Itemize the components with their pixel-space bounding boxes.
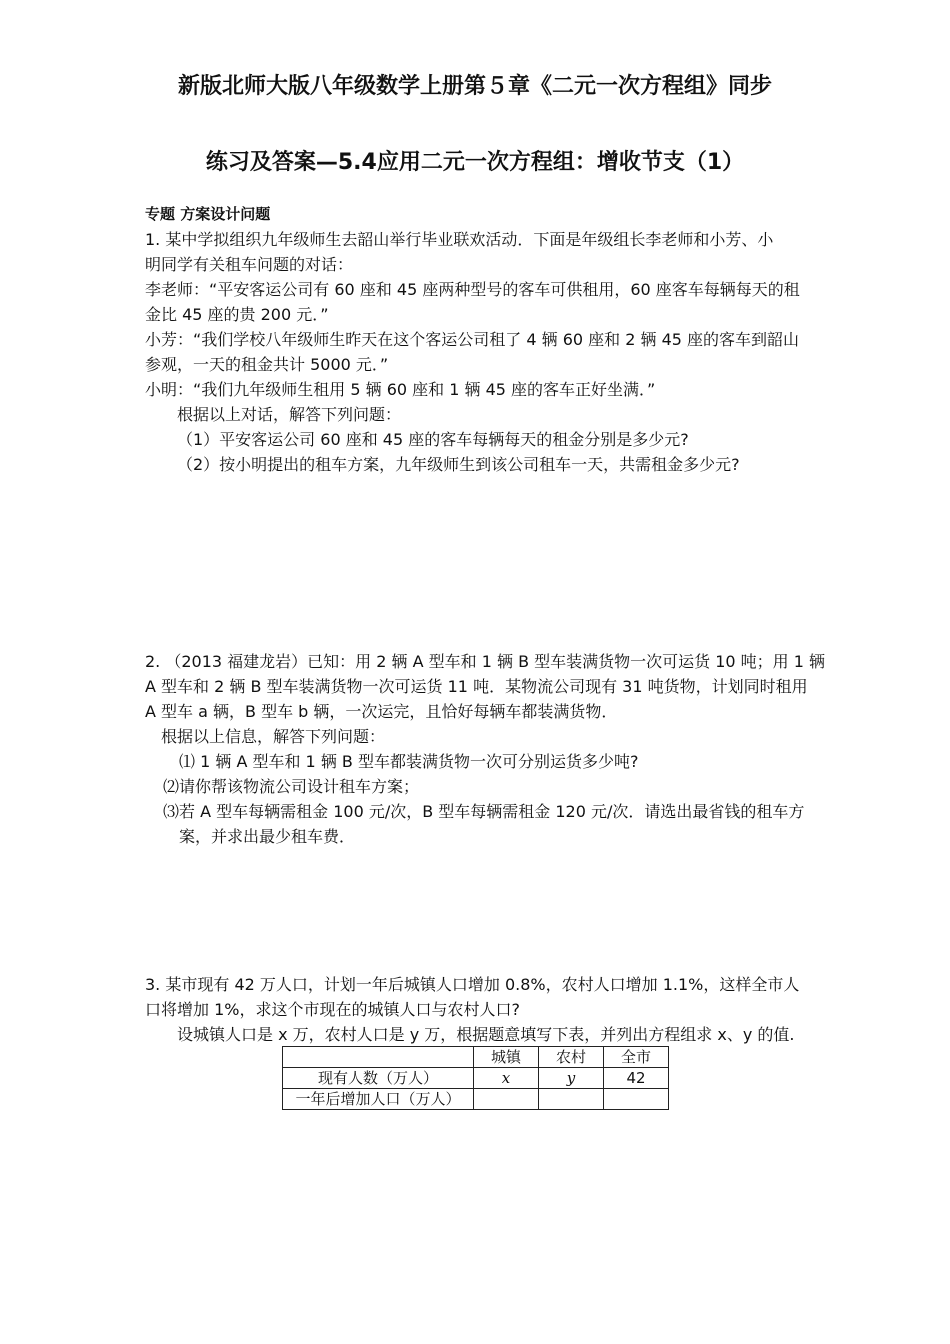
q2-line: 2. （2013 福建龙岩）已知：用 2 辆 A 型车和 1 辆 B 型车装满货物一次可运货 10 吨；用 1 辆 <box>145 652 826 671</box>
q1-subquestion-1: （1）平安客运公司 60 座和 45 座的客车每辆每天的租金分别是多少元? <box>177 430 689 449</box>
q1-intro: 根据以上对话，解答下列问题： <box>177 405 402 424</box>
table-cell <box>539 1089 604 1110</box>
table-header-cell: 城镇 <box>474 1047 539 1068</box>
q1-subquestion-2: （2）按小明提出的租车方案，九年级师生到该公司租车一天，共需租金多少元? <box>177 455 740 474</box>
table-cell: y <box>539 1068 604 1089</box>
q3-line: 口将增加 1%，求这个市现在的城镇人口与农村人口? <box>145 1000 520 1019</box>
question-1 <box>145 202 810 477</box>
table-cell: x <box>474 1068 539 1089</box>
q1-line: 小明：“我们九年级师生租用 5 辆 60 座和 1 辆 45 座的客车正好坐满．” <box>145 380 656 399</box>
q1-line: 金比 45 座的贵 200 元．” <box>145 305 329 324</box>
q3-intro: 设城镇人口是 x 万，农村人口是 y 万，根据题意填写下表，并列出方程组求 x、y 的值. <box>177 1025 795 1044</box>
table-row <box>283 1068 669 1089</box>
table-cell: 42 <box>604 1068 669 1089</box>
q2-subquestion-1: ⑴ 1 辆 A 型车和 1 辆 B 型车都装满货物一次可分别运货多少吨? <box>179 752 639 771</box>
table-header-cell: 全市 <box>604 1047 669 1068</box>
section-heading: 专题 方案设计问题 <box>145 205 271 223</box>
table-cell <box>604 1089 669 1110</box>
q1-line: 李老师：“平安客运公司有 60 座和 45 座两种型号的客车可供租用，60 座客车每辆每天的租 <box>145 280 800 299</box>
q2-line: A 型车 a 辆，B 型车 b 辆，一次运完，且恰好每辆车都装满货物． <box>145 702 618 721</box>
q2-subquestion-2: ⑵请你帮该物流公司设计租车方案； <box>163 777 420 796</box>
q1-line: 1. 某中学拟组织九年级师生去韶山举行毕业联欢活动．下面是年级组长李老师和小芳、小 <box>145 230 774 249</box>
question-3 <box>145 972 810 1047</box>
page-title-line1: 新版北师大版八年级数学上册第５章《二元一次方程组》同步 <box>177 74 772 99</box>
table-header-cell <box>283 1047 474 1068</box>
q3-line: 3. 某市现有 42 万人口，计划一年后城镇人口增加 0.8%，农村人口增加 1.1%，这样全市人 <box>145 975 800 994</box>
table-cell <box>474 1089 539 1110</box>
q1-line: 明同学有关租车问题的对话： <box>145 255 354 274</box>
table-header-cell: 农村 <box>539 1047 604 1068</box>
table-header-row <box>283 1047 669 1068</box>
table-row <box>283 1089 669 1110</box>
question-2 <box>145 649 826 849</box>
population-table <box>282 1046 669 1110</box>
table-cell: 一年后增加人口（万人） <box>283 1089 474 1110</box>
table-cell: 现有人数（万人） <box>283 1068 474 1089</box>
q2-line: A 型车和 2 辆 B 型车装满货物一次可运货 11 吨．某物流公司现有 31 吨货物，计划同时租用 <box>145 677 808 696</box>
q2-intro: 根据以上信息，解答下列问题： <box>161 727 386 746</box>
page-title-line2: 练习及答案—5.4应用二元一次方程组：增收节支（1） <box>205 150 745 175</box>
q1-line: 参观，一天的租金共计 5000 元．” <box>145 355 389 374</box>
q1-line: 小芳：“我们学校八年级师生昨天在这个客运公司租了 4 辆 60 座和 2 辆 45 座的客车到韶山 <box>145 330 800 349</box>
q2-subquestion-3: ⑶若 A 型车每辆需租金 100 元/次，B 型车每辆需租金 120 元/次．请选出最省钱的租车方 <box>163 802 805 821</box>
q2-subquestion-3-cont: 案，并求出最少租车费． <box>179 827 356 846</box>
